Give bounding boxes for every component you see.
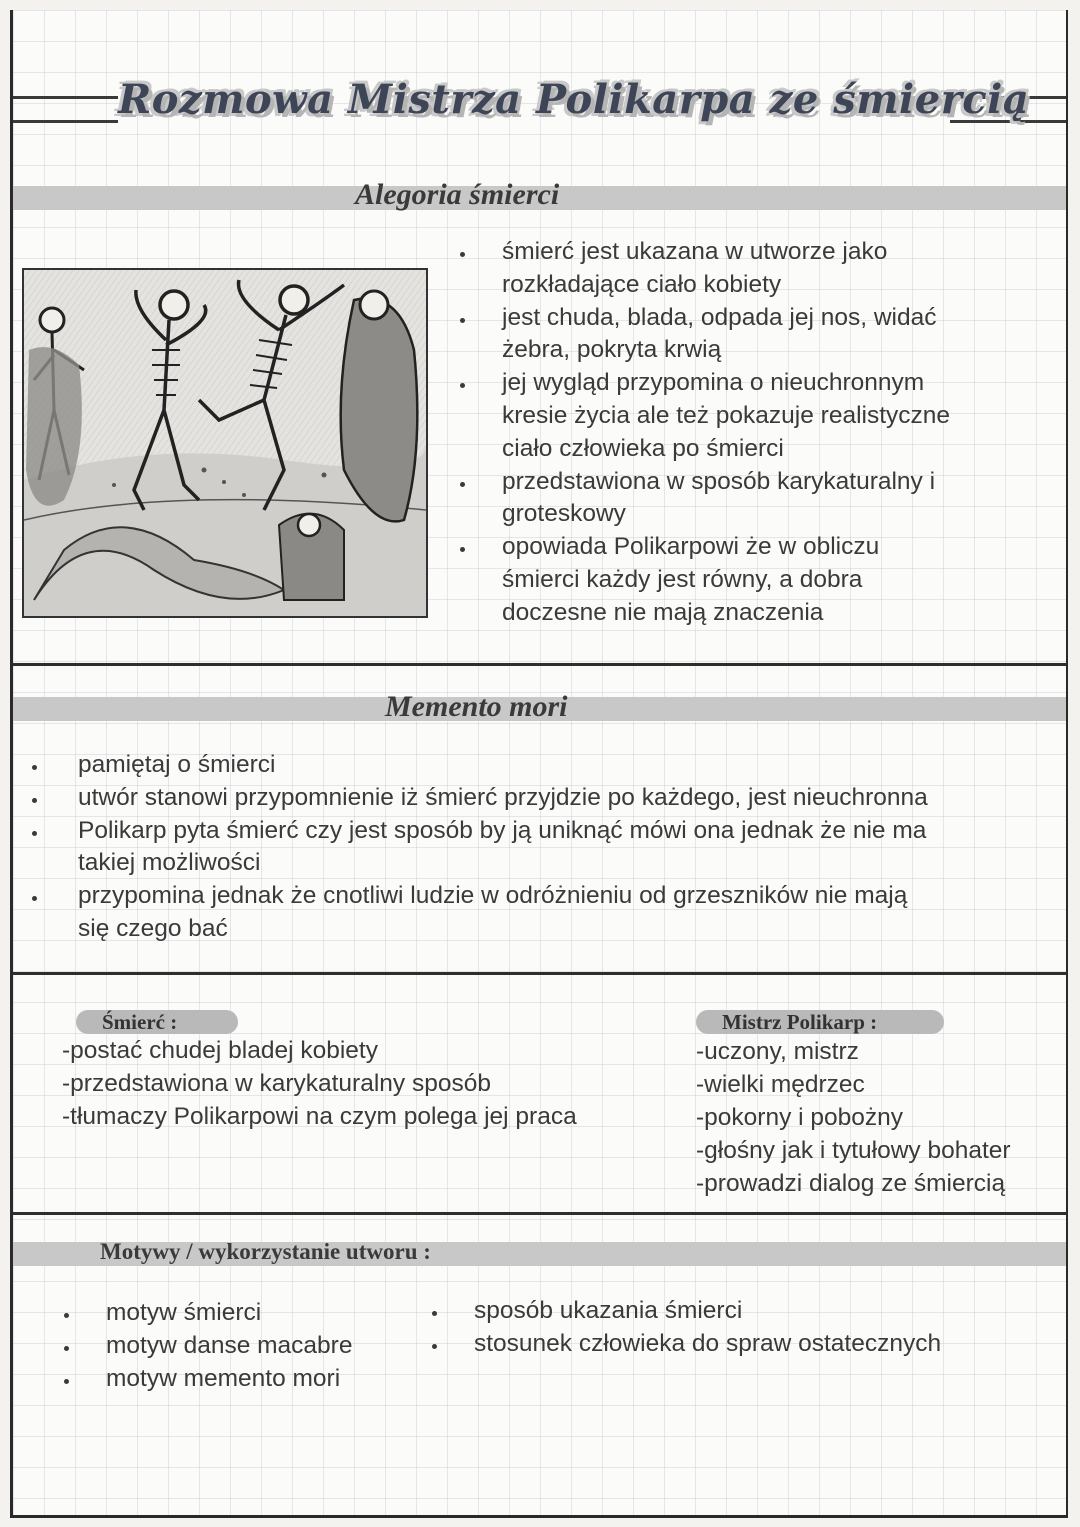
list-item: Polikarp pyta śmierć czy jest sposób by ją uniknąć mówi ona jednak że nie ma takiej możliwości	[32, 815, 1052, 881]
bullet-dot	[460, 318, 465, 323]
bullet-dot	[32, 765, 37, 770]
smierc-label: Śmierć :	[76, 1010, 238, 1034]
motywy-right-list	[432, 1295, 1062, 1361]
page-title: Rozmowa Mistrza Polikarpa ze śmiercią	[118, 76, 1030, 123]
list-item: przedstawiona w sposób karykaturalny i groteskowy	[460, 466, 1060, 532]
section-heading-alegoria: Alegoria śmierci	[355, 178, 560, 211]
list-item: pamiętaj o śmierci	[32, 749, 1052, 782]
list-item: motyw śmierci	[64, 1297, 424, 1330]
bullet-dot	[460, 252, 465, 257]
bullet-dot	[64, 1379, 69, 1384]
list-item: -pokorny i pobożny	[696, 1104, 904, 1131]
list-item: -wielki mędrzec	[696, 1071, 865, 1098]
section-divider	[13, 972, 1066, 975]
list-item: motyw danse macabre	[64, 1330, 424, 1363]
alegoria-bullet-list	[460, 236, 1060, 630]
section-heading-memento: Memento mori	[385, 690, 568, 723]
list-item: śmierć jest ukazana w utworze jako rozkładające ciało kobiety	[460, 236, 1060, 302]
bullet-dot	[32, 831, 37, 836]
list-item: utwór stanowi przypomnienie iż śmierć przyjdzie po każdego, jest nieuchronna	[32, 782, 1052, 815]
bullet-dot	[460, 547, 465, 552]
list-item: sposób ukazania śmierci	[432, 1295, 1062, 1328]
motywy-left-list	[64, 1297, 424, 1395]
bullet-dot	[460, 383, 465, 388]
title-rule-left	[13, 96, 118, 99]
memento-bullet-list	[32, 749, 1052, 946]
title-rule-left-lower	[13, 120, 118, 123]
list-item: -postać chudej bladej kobiety	[62, 1037, 378, 1064]
section-divider	[13, 663, 1066, 666]
list-item: -głośny jak i tytułowy bohater	[696, 1137, 1011, 1164]
list-item: jej wygląd przypomina o nieuchronnym kresie życia ale też pokazuje realistyczne ciało człowieka po śmierci	[460, 367, 1060, 465]
bullet-dot	[32, 798, 37, 803]
list-item: -przedstawiona w karykaturalny sposób	[62, 1070, 491, 1097]
bullet-dot	[64, 1346, 69, 1351]
list-item: -prowadzi dialog ze śmiercią	[696, 1170, 1006, 1197]
section-heading-motywy: Motywy / wykorzystanie utworu :	[100, 1239, 431, 1264]
bullet-dot	[32, 896, 37, 901]
list-item: motyw memento mori	[64, 1363, 424, 1396]
list-item: -uczony, mistrz	[696, 1038, 859, 1065]
list-item: przypomina jednak że cnotliwi ludzie w odróżnieniu od grzeszników nie mają się czego bać	[32, 880, 1052, 946]
list-item: opowiada Polikarpowi że w obliczu śmierci każdy jest równy, a dobra doczesne nie mają znaczenia	[460, 531, 1060, 629]
polikarp-label: Mistrz Polikarp :	[696, 1010, 944, 1034]
list-item: stosunek człowieka do spraw ostatecznych	[432, 1328, 1062, 1361]
bullet-dot	[64, 1313, 69, 1318]
section-divider	[13, 1212, 1066, 1215]
bullet-dot	[460, 482, 465, 487]
smierc-traits	[62, 1034, 577, 1133]
list-item: jest chuda, blada, odpada jej nos, widać żebra, pokryta krwią	[460, 302, 1060, 368]
bullet-dot	[432, 1311, 437, 1316]
danse-macabre-illustration	[22, 268, 428, 618]
list-item: -tłumaczy Polikarpowi na czym polega jej praca	[62, 1103, 577, 1130]
bullet-dot	[432, 1344, 437, 1349]
polikarp-traits	[696, 1035, 1011, 1200]
